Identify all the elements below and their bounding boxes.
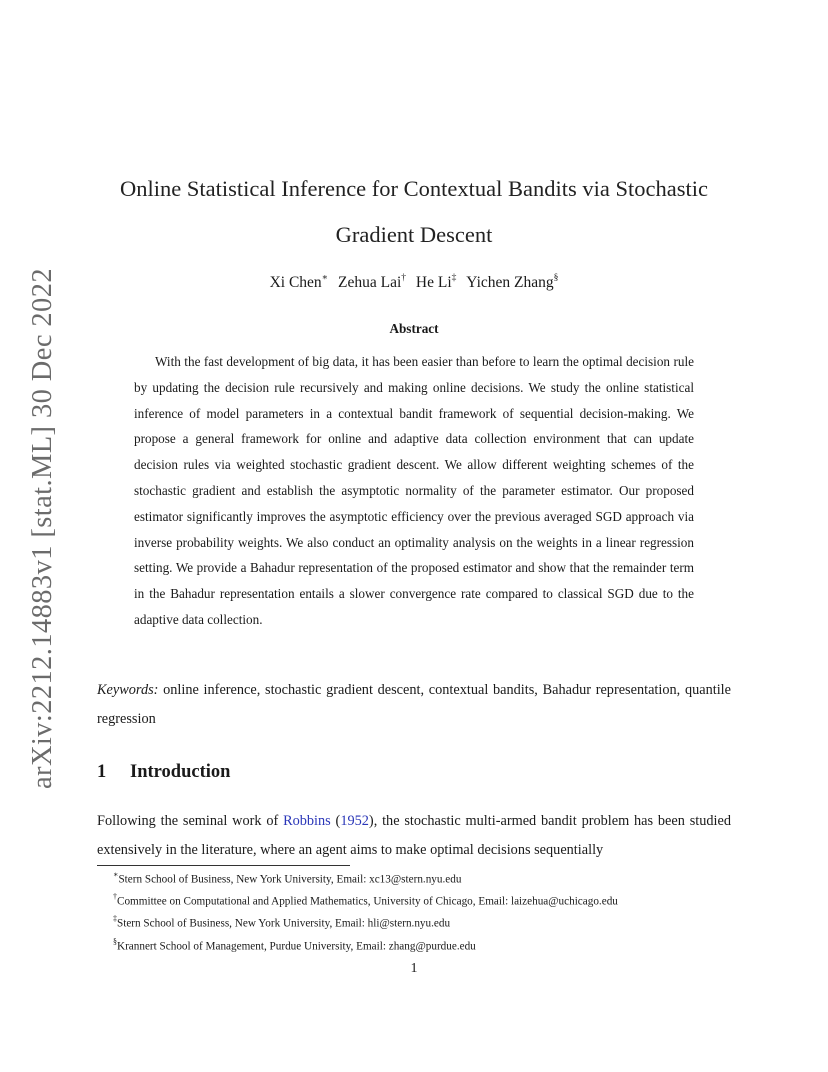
author-mark: ‡ xyxy=(451,273,457,283)
author xyxy=(338,274,406,291)
section-heading xyxy=(97,762,230,783)
section-title: Introduction xyxy=(130,762,231,782)
author-mark: § xyxy=(553,273,559,283)
abstract-heading: Abstract xyxy=(389,321,439,336)
author-mark: ∗ xyxy=(321,273,329,283)
footnote xyxy=(113,867,743,889)
footnote-text: Stern School of Business, New York University, Email: xc13@stern.nyu.edu xyxy=(118,873,462,886)
author xyxy=(270,274,329,291)
keywords-text: online inference, stochastic gradient descent, contextual bandits, Bahadur representation, quantile regression xyxy=(97,682,731,727)
footnote-text: Stern School of Business, New York University, Email: hli@stern.nyu.edu xyxy=(117,918,451,931)
paper-title: Online Statistical Inference for Contextual Bandits via Stochastic Gradient Descent xyxy=(120,176,708,247)
footnote xyxy=(113,911,743,933)
citation-paren: ( xyxy=(330,813,341,829)
footnote-mark: ‡ xyxy=(113,914,117,924)
abstract-text: With the fast development of big data, it has been easier than before to learn the optimal decision rule by updating the decision rule recursively and making online decisions. We study the online statistical inference of model parameters in a contextual bandit framework of sequential decision-making. We propose a general framework for online and adaptive data collection environment that can update decision rules via weighted stochastic gradient descent. We allow different weighting schemes of the stochastic gradient and establish the asymptotic normality of the parameter estimator. Our proposed estimator significantly improves the asymptotic efficiency over the previous averaged SGD approach via inverse probability weights. We also conduct an optimality analysis on the weights in a linear regression setting. We provide a Bahadur representation of the proposed estimator and show that the remainder term in the Bahadur representation entails a slower convergence rate compared to classical SGD due to the adaptive data collection. xyxy=(134,354,694,627)
footnote-mark: ∗ xyxy=(113,870,119,879)
footnotes xyxy=(113,867,743,956)
footnote-mark: § xyxy=(113,936,117,946)
footnote-mark: † xyxy=(113,892,117,902)
author-list xyxy=(90,273,738,292)
footnote-rule xyxy=(97,865,350,866)
author xyxy=(466,274,558,291)
author xyxy=(416,274,456,291)
arxiv-id: arXiv:2212.14883v1 [stat.ML] 30 Dec 2022 xyxy=(27,267,58,789)
footnote xyxy=(113,934,743,956)
keywords-label: Keywords: xyxy=(97,682,159,698)
citation-link-year[interactable]: 1952 xyxy=(340,813,369,829)
section-number: 1 xyxy=(97,762,107,782)
author-name: Xi Chen xyxy=(269,274,322,292)
author-name: Yichen Zhang xyxy=(466,274,554,292)
citation-link-author[interactable]: Robbins xyxy=(283,813,331,829)
author-mark: † xyxy=(401,273,407,283)
page-number: 1 xyxy=(410,961,418,976)
arxiv-watermark xyxy=(18,267,68,789)
citation-paren: ) xyxy=(368,813,374,829)
intro-text: Following the seminal work of xyxy=(97,813,284,829)
intro-paragraph xyxy=(97,807,731,864)
footnote-text: Committee on Computational and Applied Mathematics, University of Chicago, Email: laizehua@uchicago.edu xyxy=(117,895,618,908)
footnote xyxy=(113,889,743,911)
footnote-text: Krannert School of Management, Purdue University, Email: zhang@purdue.edu xyxy=(117,940,476,953)
author-name: Zehua Lai xyxy=(338,274,402,292)
keywords xyxy=(97,676,731,733)
intro-text: , the stochastic multi-armed bandit problem has been studied extensively in the literature, where an agent aims to make optimal decisions sequentially xyxy=(97,813,731,858)
author-name: He Li xyxy=(415,274,452,292)
